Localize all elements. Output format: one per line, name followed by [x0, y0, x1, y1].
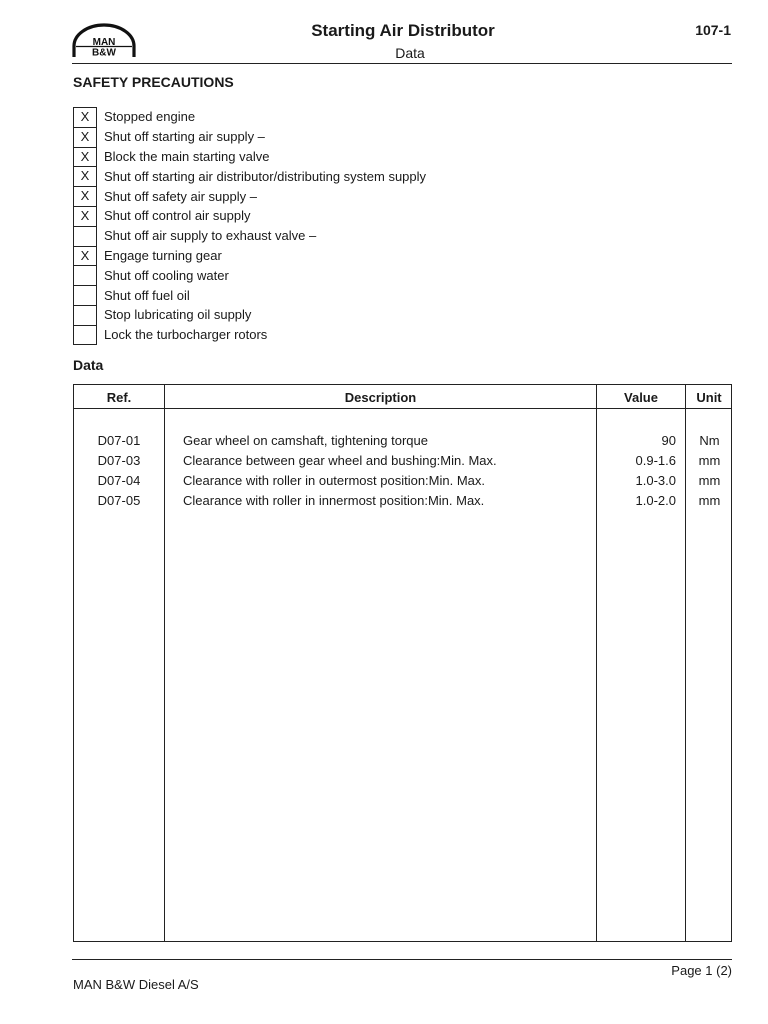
check-box: X [73, 246, 97, 266]
data-heading: Data [73, 357, 104, 373]
description-cell: Gear wheel on camshaft, tightening torque [183, 433, 428, 448]
column-divider [685, 385, 686, 941]
check-box [73, 305, 97, 325]
data-table [73, 384, 732, 942]
checklist-label: Shut off starting air distributor/distributing system supply [104, 168, 427, 184]
column-header-ref: Ref. [106, 390, 132, 405]
checklist-label: Shut off fuel oil [104, 287, 190, 303]
column-header-description: Description [344, 390, 417, 405]
page-number: Page 1 (2) [671, 963, 732, 978]
checklist-label: Block the main starting valve [104, 148, 270, 164]
footer-divider [72, 959, 732, 960]
check-box [73, 226, 97, 246]
check-box: X [73, 166, 97, 186]
safety-heading: SAFETY PRECAUTIONS [73, 74, 234, 90]
value-cell: 0.9-1.6 [635, 453, 676, 468]
unit-cell: mm [698, 453, 721, 468]
checklist-item [73, 147, 426, 167]
value-cell: 90 [661, 433, 676, 448]
column-header-unit: Unit [696, 390, 722, 405]
unit-cell: mm [698, 473, 721, 488]
description-cell: Clearance with roller in innermost position:Min. Max. [183, 493, 485, 508]
check-box: X [73, 206, 97, 226]
safety-checklist [73, 107, 426, 345]
checklist-label: Shut off starting air supply – [104, 129, 265, 145]
check-box [73, 325, 97, 345]
header-divider [72, 63, 732, 64]
page-subtitle: Data [395, 45, 425, 61]
value-cell: 1.0-2.0 [635, 493, 676, 508]
column-divider [164, 385, 165, 941]
ref-cell: D07-01 [97, 433, 141, 448]
company-name: MAN B&W Diesel A/S [73, 977, 199, 992]
column-header-value: Value [624, 390, 658, 405]
checklist-item [73, 206, 426, 226]
checklist-item [73, 166, 426, 186]
description-cell: Clearance between gear wheel and bushing:Min. Max. [183, 453, 497, 468]
ref-cell: D07-05 [97, 493, 141, 508]
check-box: X [73, 147, 97, 167]
checklist-item [73, 107, 426, 127]
check-box: X [73, 186, 97, 206]
checklist-item [73, 127, 426, 147]
checklist-item [73, 285, 426, 305]
unit-cell: mm [698, 493, 721, 508]
checklist-item [73, 186, 426, 206]
description-cell: Clearance with roller in outermost position:Min. Max. [183, 473, 486, 488]
checklist-item [73, 265, 426, 285]
checklist-item [73, 325, 426, 345]
unit-cell: Nm [699, 433, 720, 448]
header-row-divider [74, 408, 731, 409]
checklist-item [73, 305, 426, 325]
document-number: 107-1 [695, 22, 731, 38]
value-cell: 1.0-3.0 [635, 473, 676, 488]
check-box [73, 265, 97, 285]
checklist-label: Stopped engine [104, 109, 196, 125]
checklist-label: Stop lubricating oil supply [104, 307, 252, 323]
ref-cell: D07-03 [97, 453, 141, 468]
column-divider [596, 385, 597, 941]
checklist-label: Shut off cooling water [104, 267, 229, 283]
checklist-label: Shut off air supply to exhaust valve – [104, 228, 317, 244]
checklist-label: Lock the turbocharger rotors [104, 327, 268, 343]
checklist-item [73, 226, 426, 246]
check-box [73, 285, 97, 305]
checklist-label: Shut off control air supply [104, 208, 251, 224]
page-title: Starting Air Distributor [311, 21, 495, 40]
ref-cell: D07-04 [97, 473, 141, 488]
check-box: X [73, 127, 97, 147]
svg-text:MAN: MAN [92, 37, 116, 48]
check-box: X [73, 107, 97, 127]
checklist-item [73, 246, 426, 266]
checklist-label: Shut off safety air supply – [104, 188, 257, 204]
checklist-label: Engage turning gear [104, 247, 222, 263]
svg-text:B&W: B&W [92, 47, 116, 58]
